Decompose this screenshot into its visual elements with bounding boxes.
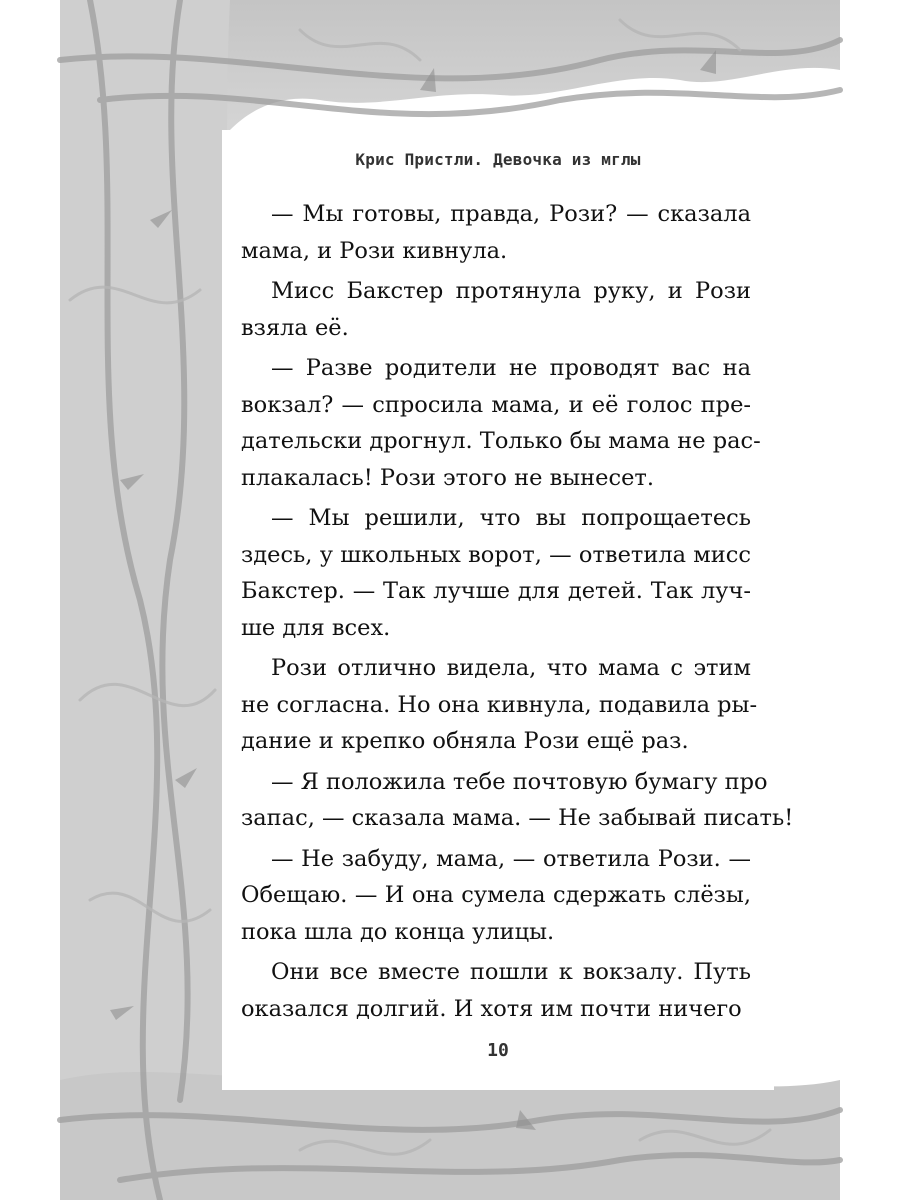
text-line: Рози отлично видела, что мама с этим <box>271 655 751 681</box>
paragraph <box>241 954 751 1027</box>
page-number: 10 <box>487 1040 509 1061</box>
running-header: Крис Пристли. Девочка из мглы <box>355 150 641 169</box>
text-line: — Не забуду, мама, — ответила Рози. — <box>271 845 751 872</box>
text-line: Обещаю. — И она сумела сдержать слёзы, <box>241 882 751 908</box>
text-line: не согласна. Но она кивнула, подавила ры- <box>241 691 758 718</box>
text-line: — Разве родители не проводят вас на <box>271 355 751 381</box>
paragraph <box>241 650 758 760</box>
paragraph <box>241 841 751 951</box>
paragraph <box>241 196 751 269</box>
text-line: оказался долгий. И хотя им почти ничего <box>241 995 742 1022</box>
text-line: дание и крепко обняла Рози ещё раз. <box>241 728 689 754</box>
text-line: — Мы решили, что вы попрощаетесь <box>271 505 751 531</box>
text-line: здесь, у школьных ворот, — ответила мисс <box>241 541 751 568</box>
paragraph <box>241 764 794 837</box>
frame-left-band <box>60 0 234 1200</box>
text-line: дательски дрогнул. Только бы мама не рас- <box>241 428 761 454</box>
text-line: — Я положила тебе почтовую бумагу про <box>271 768 768 795</box>
paragraph <box>241 350 761 496</box>
text-line: Бакстер. — Так лучше для детей. Так луч- <box>241 578 751 604</box>
text-line: ше для всех. <box>241 614 391 641</box>
text-line: — Мы готовы, правда, Рози? — сказала <box>271 201 751 227</box>
text-line: Мисс Бакстер протянула руку, и Рози <box>271 278 751 304</box>
text-line: плакалась! Рози этого не вынесет. <box>241 464 654 491</box>
text-line: вокзал? — спросила мама, и её голос пре- <box>241 391 751 418</box>
text-line: запас, — сказала мама. — Не забывай писать! <box>241 805 794 831</box>
text-line: пока шла до конца улицы. <box>241 918 555 945</box>
text-line: Они все вместе пошли к вокзалу. Путь <box>271 959 751 985</box>
text-line: мама, и Рози кивнула. <box>241 237 508 264</box>
text-line: взяла её. <box>241 314 349 341</box>
paragraph <box>241 500 751 646</box>
frame-bottom-band <box>60 1072 840 1200</box>
paragraph <box>241 273 751 346</box>
body-text <box>241 196 794 1031</box>
